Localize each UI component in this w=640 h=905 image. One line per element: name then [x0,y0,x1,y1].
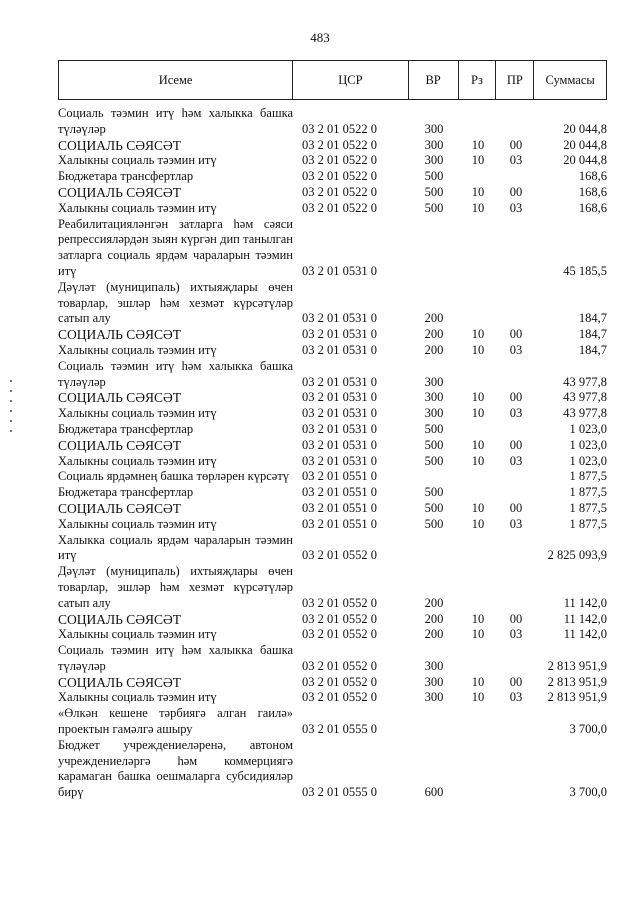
row-sum: 168,6 [578,200,607,215]
row-pr: 00 [509,437,523,452]
row-sum: 11 142,0 [563,595,607,610]
table-row [58,643,607,675]
row-name: Бюджетара трансфертлар [58,485,194,500]
row-name: Социаль тәэмин итү һәм халыкка башка түләүләр [58,643,293,673]
row-vr: 500 [424,184,444,199]
row-name: СОЦИАЛЬ СӘЯСӘТ [58,327,182,343]
table-row [58,438,607,454]
header-name: Исеме [59,61,293,99]
row-pr: 00 [509,500,523,515]
row-sum: 1 877,5 [569,516,607,531]
table-row [58,612,607,628]
row-csr: 03 2 01 0531 0 [302,421,377,436]
row-csr: 03 2 01 0552 0 [302,674,377,689]
row-rz: 10 [471,500,485,515]
row-vr: 300 [424,658,444,673]
row-rz: 10 [471,627,485,642]
table-row [58,690,607,706]
row-vr: 200 [424,327,444,342]
row-csr: 03 2 01 0531 0 [302,437,377,452]
row-rz: 10 [471,690,485,705]
row-name: СОЦИАЛЬ СӘЯСӘТ [58,611,182,627]
row-name: «Өлкән кешене тәрбиягә алган гаилә» проектын гамәлгә ашыру [58,706,293,737]
row-name: Халыкны социаль тәэмин итү [58,516,217,531]
table-row [58,327,607,343]
row-name: Социаль тәэмин итү һәм халыкка башка түләүләр [58,358,293,389]
row-sum: 43 977,8 [563,374,607,389]
row-rz: 10 [471,327,485,342]
margin-dots [10,380,14,440]
row-csr: 03 2 01 0531 0 [302,390,377,405]
row-name: Халыкны социаль тәэмин итү [58,200,217,215]
row-vr: 200 [424,595,444,610]
table-row [58,280,607,327]
table-row [58,738,607,801]
row-csr: 03 2 01 0522 0 [302,153,377,168]
row-vr: 500 [424,516,444,531]
row-csr: 03 2 01 0552 0 [302,690,377,705]
table-row [58,501,607,517]
row-rz: 10 [471,437,485,452]
row-vr: 500 [424,200,444,215]
row-vr: 200 [424,311,444,326]
table-row [58,533,607,565]
row-sum: 1 877,5 [569,485,607,500]
row-name: Бюджет учреждениеләренә, автоном учреждениеләргә һәм коммерциягә карамаган башка оешмаларга субсидияләр бирү [58,737,293,800]
row-rz: 10 [471,611,485,626]
table-row [58,422,607,438]
row-name: СОЦИАЛЬ СӘЯСӘТ [58,184,182,200]
row-csr: 03 2 01 0522 0 [302,184,377,199]
row-csr: 03 2 01 0551 0 [302,469,377,484]
table-row [58,406,607,422]
row-sum: 20 044,8 [563,137,607,152]
row-csr: 03 2 01 0531 0 [302,263,377,278]
row-sum: 43 977,8 [563,390,607,405]
row-name: Бюджетара трансфертлар [58,421,194,436]
header-vr: ВР [409,61,459,99]
table-row [58,517,607,533]
row-vr: 500 [424,500,444,515]
row-sum: 168,6 [578,169,607,184]
row-pr: 00 [509,390,523,405]
row-rz: 10 [471,342,485,357]
table-row [58,706,607,738]
row-csr: 03 2 01 0531 0 [302,342,377,357]
row-name: Халыкны социаль тәэмин итү [58,453,217,468]
row-csr: 03 2 01 0531 0 [302,311,377,326]
row-rz: 10 [471,406,485,421]
header-pr: ПР [496,61,534,99]
header-csr: ЦСР [293,61,409,99]
row-csr: 03 2 01 0531 0 [302,453,377,468]
row-name: Дәүләт (муниципаль) ихтыяҗлары өчен товарлар, эшләр һәм хезмәт күрсәтүләр сатып алу [58,279,293,326]
row-rz: 10 [471,453,485,468]
row-pr: 03 [509,406,523,421]
row-name: СОЦИАЛЬ СӘЯСӘТ [58,500,182,516]
row-pr: 00 [509,327,523,342]
table-row [58,185,607,201]
row-vr: 300 [424,137,444,152]
row-vr: 300 [424,121,444,136]
row-sum: 45 185,5 [563,263,607,278]
row-sum: 1 023,0 [569,421,607,436]
table-row [58,390,607,406]
page-number: 483 [310,30,330,45]
row-name: Халыкны социаль тәэмин итү [58,153,217,168]
row-name: Реабилитацияләнгән затларга һәм сәяси репрессияләрдән зыян күргән дип танылган затларга социаль ярдәм чараларын тәэмин итү [58,216,293,278]
row-pr: 00 [509,137,523,152]
row-sum: 2 813 951,9 [547,674,607,689]
row-rz: 10 [471,137,485,152]
row-sum: 11 142,0 [563,611,607,626]
row-vr: 200 [424,627,444,642]
row-name: Социаль ярдәмнең башка төрләрен күрсәтү [58,469,290,484]
table-row [58,138,607,154]
row-pr: 03 [509,627,523,642]
row-csr: 03 2 01 0531 0 [302,374,377,389]
table-row [58,201,607,217]
row-rz: 10 [471,390,485,405]
row-name: Социаль тәэмин итү һәм халыкка башка түләүләр [58,106,293,136]
table-row [58,469,607,485]
row-vr: 200 [424,611,444,626]
row-pr: 00 [509,184,523,199]
row-pr: 03 [509,690,523,705]
row-csr: 03 2 01 0552 0 [302,658,377,673]
row-sum: 3 700,0 [569,722,607,737]
row-sum: 20 044,8 [563,121,607,136]
row-rz: 10 [471,516,485,531]
row-name: Дәүләт (муниципаль) ихтыяҗлары өчен товарлар, эшләр һәм хезмәт күрсәтүләр сатып алу [58,564,293,610]
row-name: Халыкны социаль тәэмин итү [58,690,217,705]
row-csr: 03 2 01 0552 0 [302,611,377,626]
row-sum: 184,7 [578,342,607,357]
row-sum: 184,7 [578,327,607,342]
row-pr: 00 [509,611,523,626]
row-pr: 03 [509,153,523,168]
row-sum: 3 700,0 [569,785,607,800]
header-rz: Рз [459,61,497,99]
row-name: СОЦИАЛЬ СӘЯСӘТ [58,137,182,153]
row-sum: 11 142,0 [563,627,607,642]
row-sum: 1 877,5 [569,500,607,515]
row-sum: 168,6 [578,184,607,199]
row-vr: 600 [424,785,444,800]
row-vr: 500 [424,485,444,500]
row-sum: 184,7 [578,311,607,326]
table-row [58,564,607,611]
row-vr: 300 [424,390,444,405]
table-row [58,106,607,138]
row-vr: 500 [424,421,444,436]
row-pr: 03 [509,453,523,468]
row-csr: 03 2 01 0522 0 [302,200,377,215]
row-rz: 10 [471,184,485,199]
row-sum: 2 813 951,9 [547,658,607,673]
row-sum: 1 877,5 [569,469,607,484]
row-csr: 03 2 01 0552 0 [302,627,377,642]
row-vr: 300 [424,674,444,689]
row-vr: 300 [424,153,444,168]
row-csr: 03 2 01 0531 0 [302,327,377,342]
row-sum: 1 023,0 [569,453,607,468]
row-pr: 03 [509,200,523,215]
row-csr: 03 2 01 0555 0 [302,785,377,800]
row-sum: 20 044,8 [563,153,607,168]
row-vr: 500 [424,437,444,452]
row-vr: 300 [424,374,444,389]
row-sum: 2 813 951,9 [547,690,607,705]
row-rz: 10 [471,153,485,168]
table-row [58,217,607,280]
row-name: Халыкны социаль тәэмин итү [58,627,217,642]
row-pr: 03 [509,342,523,357]
row-name: СОЦИАЛЬ СӘЯСӘТ [58,674,182,690]
row-vr: 500 [424,453,444,468]
row-sum: 2 825 093,9 [547,548,607,563]
row-name: Бюджетара трансфертлар [58,169,194,184]
row-csr: 03 2 01 0551 0 [302,516,377,531]
row-name: СОЦИАЛЬ СӘЯСӘТ [58,437,182,453]
row-csr: 03 2 01 0531 0 [302,406,377,421]
row-csr: 03 2 01 0522 0 [302,121,377,136]
row-vr: 300 [424,406,444,421]
row-sum: 1 023,0 [569,437,607,452]
header-sum: Суммасы [545,72,595,87]
row-sum: 43 977,8 [563,406,607,421]
table-row [58,359,607,391]
row-csr: 03 2 01 0522 0 [302,169,377,184]
row-pr: 00 [509,674,523,689]
table-row [58,153,607,169]
table-row [58,675,607,691]
row-rz: 10 [471,674,485,689]
row-rz: 10 [471,200,485,215]
table-row [58,169,607,185]
row-csr: 03 2 01 0551 0 [302,500,377,515]
row-name: СОЦИАЛЬ СӘЯСӘТ [58,390,182,406]
table-header [58,60,607,100]
table-row [58,485,607,501]
row-name: Халыкны социаль тәэмин итү [58,406,217,421]
row-csr: 03 2 01 0552 0 [302,548,377,563]
table-row [58,454,607,470]
table-row [58,343,607,359]
row-vr: 200 [424,342,444,357]
row-csr: 03 2 01 0551 0 [302,485,377,500]
row-vr: 300 [424,690,444,705]
row-csr: 03 2 01 0555 0 [302,722,377,737]
row-pr: 03 [509,516,523,531]
row-name: Халыкка социаль ярдәм чараларын тәэмин итү [58,532,293,563]
table-row [58,627,607,643]
row-csr: 03 2 01 0552 0 [302,595,377,610]
row-vr: 500 [424,169,444,184]
row-csr: 03 2 01 0522 0 [302,137,377,152]
row-name: Халыкны социаль тәэмин итү [58,342,217,357]
table-body [58,106,607,801]
